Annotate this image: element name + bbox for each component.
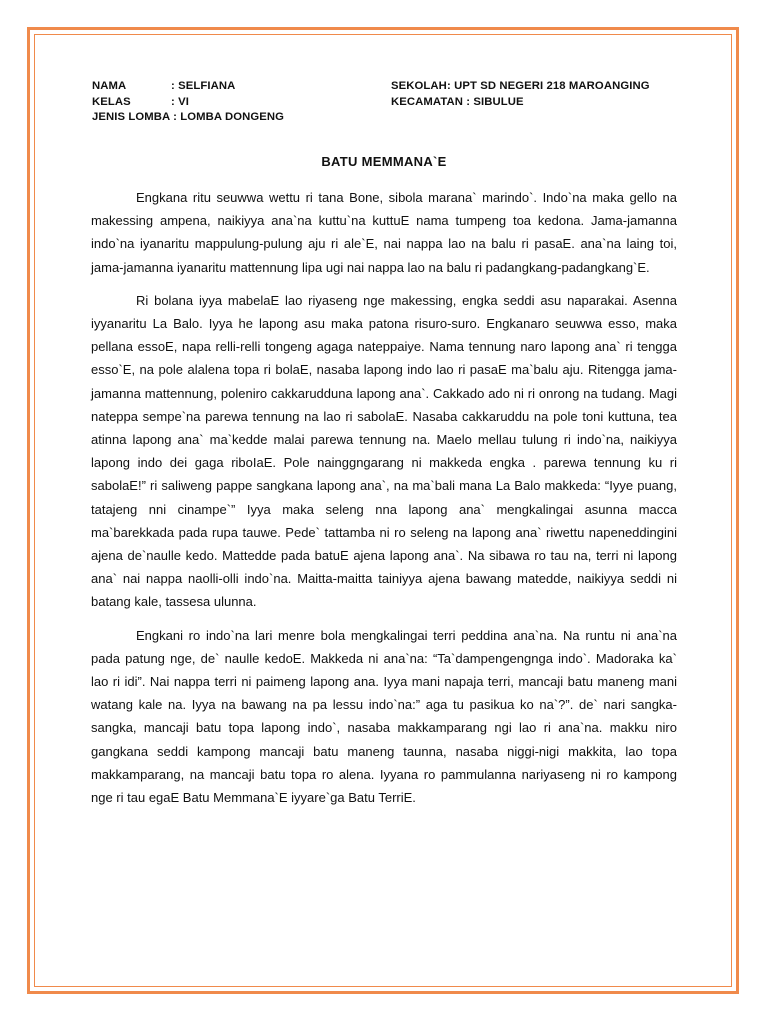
header-row-2 (92, 95, 692, 111)
story-paragraph-3: Engkani ro indo`na lari menre bola mengkalingai terri peddina ana`na. Na runtu ni ana`na pada patung nge, de` naulle kedoE. Makkeda ni ana`na: “Ta`dampengengnga indo`. Madoraka ka` lao ri idi”. Nai nappa terri ni paimeng lapong ana. Iyya mani napaja terri, mancaji batu maneng mani watang kale na. Iyya na bawang na pa lessu indo`na:” aga tu pasikua ko na`?”. de` nari sangka-sangka, mancaji batu topa lapong indo`, nasaba makkamparang ngi lao ri ana`na. makku niro gangkana seddi kampong mancaji batu maneng taunna, nasaba niggi-nigi makkita, lao topa makkamparang, na mancaji batu topa ro alena. Iyyana ro pammulanna nariyaseng ni ro kampong nge ri tau egaE Batu Memmana`E iyyare`ga Batu TerriE. (91, 627, 677, 806)
nama-value: : SELFIANA (171, 80, 236, 92)
story-title: BATU MEMMANA`E (321, 154, 447, 169)
story-paragraph-1: Engkana ritu seuwwa wettu ri tana Bone, sibola marana` marindo`. Indo`na maka gello na makessing ampena, naikiyya ana`na kuttu`na kuttuE nama tumpeng toa kedona. Jama-jamanna indo`na iyanaritu mappulung-pulung aju ri ale`E, nai nappa lao na balu ri pasaE. ana`na laing toi, jama-jamanna iyanaritu mattennung lipa ugi nai nappa lao na balu ri padangkang-padangkang`E. (91, 190, 677, 275)
jenis-lomba-field: JENIS LOMBA : LOMBA DONGENG (92, 111, 285, 123)
student-info-header (92, 79, 692, 126)
story-paragraph-2: Ri bolana iyya mabelaE lao riyaseng nge makessing, engka seddi asu naparakai. Asenna iyyanaritu La Balo. Iyya he lapong asu maka patona risuro-suro. Engkanaro seuwwa esso, maka pellana essoE, napa relli-relli tongeng agaga nateppaiye. Nama tennung naro lapong ana` ri tengga esso`E, na pole alalena topa ri bolaE, nasaba lapong indo lao ri pasaE ma`balu aju. Ritengga jama-jamanna mattennung, poleniro cakkarudduna lapong ana`. Cakkado ado ni ri onrong na tudang. Magi nateppa sempe`na parewa tennung na lao ri sabolaE. Nasaba cakkaruddu na pole toni kuttuna, tea atinna lapong ana` ma`kedde malai parewa tennung na. Maelo mellau tulung ri indo`na, naikiyya lapong indo dei gaga riboIaE. Pole nainggngarang ni makkeda engka . parewa tennung ku ri sabolaE!” ri saliweng pappe sangkana lapong ana`, na ma`bali mana La Balo makkeda: “Iyye puang, tatajeng nni cinampe`” Iyya maka seleng nna lapong ana` mengkalingai asunna macca ma`barekkada pada rupa tauwe. Pede` tattamba ni ro seleng na lapong ana` riwettu napeneddingini ajena de`naulle kedo. Mattedde pada batuE ajena lapong ana`. Na sibawa ro tau na, terri ni lapong ana` nai nappa naolli-olli indo`na. Maitta-maitta tainiyya ajena bawang matedde, naikiyya seddi ni batang kale, tassesa ulunna. (91, 292, 677, 610)
sekolah-value: : UPT SD NEGERI 218 MAROANGING (447, 80, 650, 92)
header-row-1 (92, 79, 692, 95)
kelas-value: : VI (171, 95, 189, 108)
story-body (91, 186, 677, 819)
kecamatan-field: KECAMATAN : SIBULUE (391, 95, 524, 108)
kelas-label: KELAS (92, 95, 131, 108)
header-row-3 (92, 110, 692, 126)
nama-label: NAMA (92, 80, 127, 92)
sekolah-label: SEKOLAH (391, 80, 447, 92)
